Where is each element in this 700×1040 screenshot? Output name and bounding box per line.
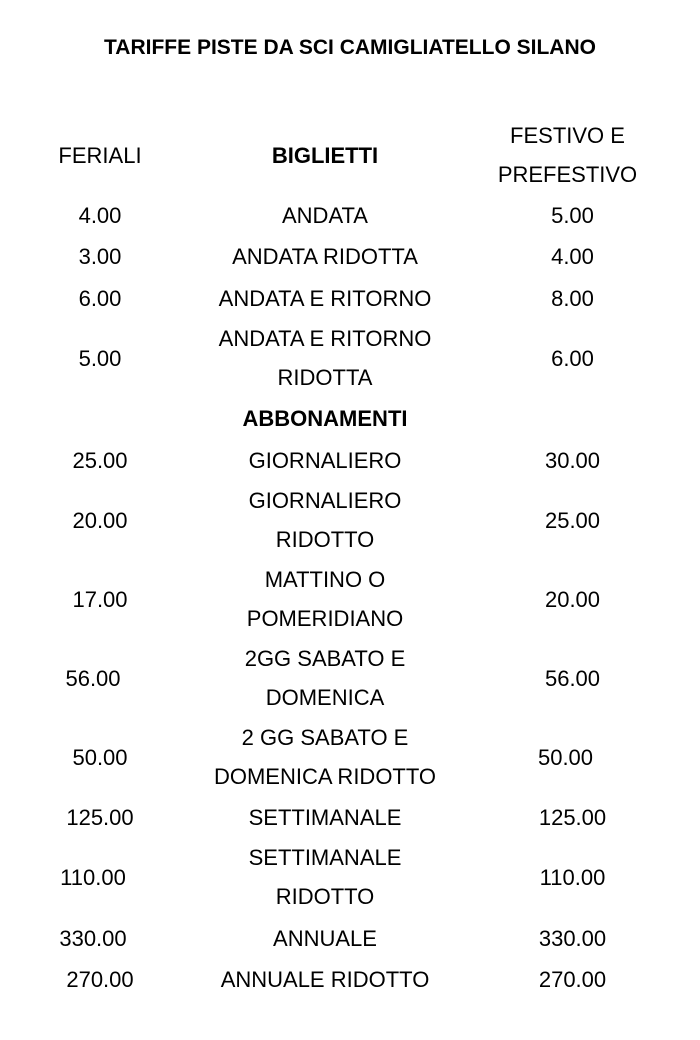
pass-name: SETTIMANALE RIDOTTO — [248, 845, 402, 909]
price-feriali: 6.00 — [78, 285, 122, 311]
price-feriali: 110.00 — [60, 864, 126, 890]
table-row — [0, 918, 700, 958]
table-header — [0, 115, 700, 195]
section-heading-row — [0, 398, 700, 438]
pass-name: 2 GG SABATO E DOMENICA RIDOTTO — [213, 725, 437, 789]
price-festivo: 8.00 — [551, 285, 594, 311]
price-festivo: 4.00 — [551, 243, 594, 269]
table-row — [0, 959, 700, 999]
table-row — [0, 797, 700, 837]
price-festivo: 56.00 — [544, 665, 601, 691]
price-festivo: 270.00 — [538, 966, 607, 992]
table-row — [0, 319, 700, 397]
table-row — [0, 718, 700, 796]
table-row — [0, 440, 700, 480]
price-festivo: 110.00 — [539, 864, 606, 890]
table-row — [0, 560, 700, 638]
ticket-name: ANDATA — [282, 202, 368, 228]
pass-name: GIORNALIERO RIDOTTO — [248, 488, 402, 552]
price-feriali: 25.00 — [72, 447, 128, 473]
table-row — [0, 838, 700, 916]
section-heading: ABBONAMENTI — [242, 405, 408, 431]
pass-name: ANNUALE RIDOTTO — [220, 966, 430, 992]
pass-name: MATTINO O POMERIDIANO — [246, 567, 404, 631]
price-festivo: 6.00 — [551, 345, 594, 371]
price-feriali: 270.00 — [66, 966, 134, 992]
header-feriali: FERIALI — [58, 142, 142, 168]
table-row — [0, 236, 700, 276]
price-feriali: 5.00 — [78, 345, 122, 371]
ticket-name: ANDATA RIDOTTA — [232, 243, 418, 269]
ticket-name: ANDATA E RITORNO RIDOTTA — [218, 326, 432, 390]
price-festivo: 5.00 — [551, 202, 594, 228]
price-feriali: 56.00 — [65, 665, 121, 691]
price-festivo: 330.00 — [538, 925, 607, 951]
header-biglietti: BIGLIETTI — [271, 142, 379, 168]
price-feriali: 50.00 — [72, 744, 128, 770]
pass-name: SETTIMANALE — [248, 804, 402, 830]
price-festivo: 125.00 — [538, 804, 607, 830]
price-feriali: 3.00 — [78, 243, 122, 269]
price-feriali: 330.00 — [59, 925, 127, 951]
pass-name: 2GG SABATO E DOMENICA — [244, 646, 406, 710]
price-festivo: 50.00 — [537, 744, 594, 770]
price-feriali: 17.00 — [72, 586, 128, 612]
ticket-name: ANDATA E RITORNO — [218, 285, 432, 311]
table-row — [0, 639, 700, 717]
pass-name: GIORNALIERO — [248, 447, 402, 473]
table-row — [0, 278, 700, 318]
table-row — [0, 195, 700, 235]
pass-name: ANNUALE — [273, 925, 377, 951]
page-title: TARIFFE PISTE DA SCI CAMIGLIATELLO SILANO — [104, 36, 596, 59]
header-festivo: FESTIVO E PREFESTIVO — [497, 123, 638, 187]
price-festivo: 25.00 — [544, 507, 601, 533]
price-festivo: 30.00 — [544, 447, 601, 473]
price-festivo: 20.00 — [544, 586, 601, 612]
price-feriali: 125.00 — [66, 804, 134, 830]
price-feriali: 20.00 — [72, 507, 128, 533]
price-feriali: 4.00 — [78, 202, 122, 228]
table-row — [0, 481, 700, 559]
